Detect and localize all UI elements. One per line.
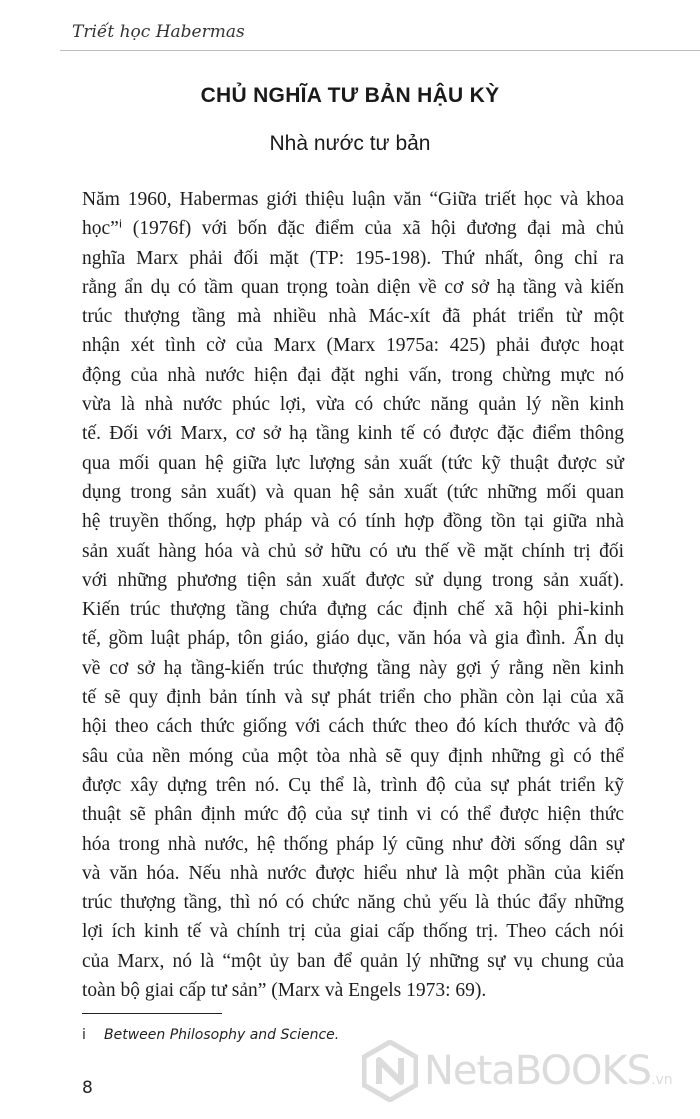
body-line: rằng ẩn dụ có tầm quan trọng toàn diện về cơ sở hạ tầng và kiến (82, 276, 624, 298)
body-text (82, 185, 624, 1005)
body-line: sâu của nền móng của một tòa nhà sẽ quy định những gì có thể (82, 745, 624, 767)
body-line: Năm 1960, Habermas giới thiệu luận văn “Giữa triết học và khoa (82, 189, 624, 210)
body-line: tế sẽ quy định bản tính và sự phát triển cho phần còn lại của xã (82, 687, 624, 709)
body-line: với những phương tiện sản xuất được sử dụng trong sản xuất). (82, 569, 624, 591)
body-line: vừa là nhà nước phúc lợi, vừa có chức năng quản lý nền kinh (82, 394, 624, 416)
body-line: toàn bộ giai cấp tư sản” (Marx và Engels 1973: 69). (82, 980, 487, 1002)
body-line: hội theo cách thức giống với cách thức theo đó kích thước và độ (82, 716, 624, 738)
body-line: được xây dựng trên nó. Cụ thể là, trình độ của sự phát triển kỹ (82, 774, 624, 796)
watermark-brand: NetaBOOKS (424, 1048, 652, 1094)
header-rule (60, 50, 700, 51)
body-line: nghĩa Marx phải đối mặt (TP: 195-198). Thứ nhất, ông chỉ ra (82, 247, 624, 269)
body-line: và văn hóa. Nếu nhà nước được hiểu như là một phần của kiến (82, 862, 624, 884)
page-number: 8 (82, 1078, 93, 1098)
body-line: trúc thượng tầng, thì nó có chức năng chủ yếu là thúc đẩy những (82, 892, 624, 914)
body-line: tế, gồm luật pháp, tôn giáo, giáo dục, văn hóa và gia đình. Ẩn dụ (82, 628, 624, 650)
body-line: qua mối quan hệ giữa lực lượng sản xuất (tức kỹ thuật được sử (82, 452, 624, 474)
body-line: hóa trong nhà nước, hệ thống pháp lý cũng như đời sống dân sự (82, 833, 624, 855)
body-line: sản xuất hàng hóa và chủ sở hữu có ưu thế về mặt chính trị đối (82, 540, 624, 562)
body-line: Kiến trúc thượng tầng chứa đựng các định chế xã hội phi-kinh (82, 599, 624, 621)
body-line: động của nhà nước hiện đại đặt nghi vấn, trong chừng mực nó (82, 364, 624, 386)
running-head: Triết học Habermas (72, 22, 245, 42)
footnote-text: Between Philosophy and Science. (104, 1027, 340, 1043)
body-line: thuật sẽ phân định mức độ của sự tinh vi có thể được hiện thức (82, 804, 624, 826)
netabooks-logo-icon (362, 1040, 418, 1102)
body-line: về cơ sở hạ tầng-kiến trúc thượng tầng này gợi ý rằng nền kinh (82, 657, 624, 679)
watermark (362, 1034, 692, 1106)
body-line: trúc thượng tầng mà nhiều nhà Mác-xít đã phát triển từ một (82, 306, 624, 328)
footnote-marker: i (82, 1027, 86, 1043)
body-line: dụng trong sản xuất) và quan hệ sản xuất (tức những mối quan (82, 481, 624, 503)
body-line: hệ truyền thống, hợp pháp và có tính hợp đồng tồn tại giữa nhà (82, 511, 624, 533)
body-line: nhận xét tình cờ của Marx (Marx 1975a: 425) phải được hoạt (82, 335, 624, 357)
watermark-text (424, 1048, 673, 1094)
body-line: học”ⁱ (1976f) với bốn đặc điểm của xã hội đương đại mà chủ (82, 218, 624, 240)
body-line: của Marx, nó là “một ủy ban để quản lý những sự vụ chung của (82, 950, 624, 972)
body-line: lợi ích kinh tế và chính trị của giai cấp thống trị. Theo cách nói (82, 921, 624, 943)
footnote-rule (82, 1013, 222, 1014)
section-title: Nhà nước tư bản (269, 132, 431, 155)
body-line: tế. Đối với Marx, cơ sở hạ tầng kinh tế có được đặc điểm thông (82, 423, 624, 445)
watermark-suffix: .vn (651, 1072, 673, 1088)
chapter-title: CHỦ NGHĨA TƯ BẢN HẬU KỲ (200, 84, 500, 107)
footnote (82, 1027, 339, 1043)
